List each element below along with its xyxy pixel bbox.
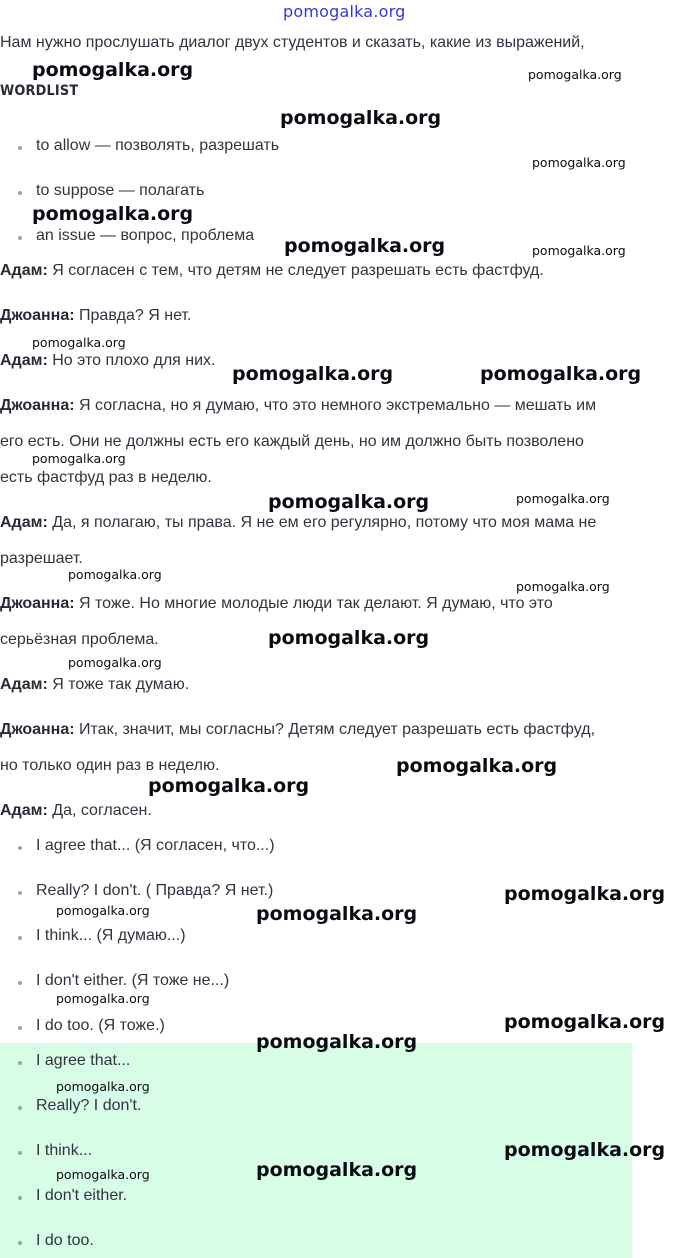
watermark: pomogalka.org <box>280 107 442 129</box>
speaker-name: Адам <box>0 262 43 279</box>
watermark: pomogalka.org <box>56 1167 150 1182</box>
bullet-icon <box>18 1196 22 1200</box>
watermark: pomogalka.org <box>504 1139 666 1161</box>
watermark: pomogalka.org <box>504 1011 666 1033</box>
phrase-item: I agree that... (Я согласен, что...) <box>36 837 275 854</box>
bullet-icon <box>18 1026 22 1030</box>
answer-item: I do too. <box>36 1232 94 1249</box>
dialogue-text: Правда? Я нет. <box>79 307 192 324</box>
watermark: pomogalka.org <box>532 243 626 258</box>
bullet-icon <box>18 236 22 240</box>
dialogue-text: но только один раз в неделю. <box>0 757 220 774</box>
watermark: pomogalka.org <box>32 335 126 350</box>
watermark: pomogalka.org <box>32 451 126 466</box>
wordlist-item: to suppose — полагать <box>36 182 205 199</box>
speaker-name: Адам <box>0 676 43 693</box>
watermark: pomogalka.org <box>148 775 310 797</box>
bullet-icon <box>18 846 22 850</box>
bullet-icon <box>18 936 22 940</box>
watermark: pomogalka.org <box>32 59 194 81</box>
dialogue-line: Джоанна: Итак, значит, мы согласны? Детям следует разрешать есть фастфуд, <box>0 721 596 738</box>
dialogue-text: Я согласна, но я думаю, что это немного экстремально — мешать им <box>79 397 597 414</box>
speaker-name: Адам <box>0 352 43 369</box>
dialogue-text: серьёзная проблема. <box>0 631 159 648</box>
phrase-item: Really? I don't. ( Правда? Я нет.) <box>36 882 274 899</box>
watermark: pomogalka.org <box>532 155 626 170</box>
watermark: pomogalka.org <box>268 627 430 649</box>
bullet-icon <box>18 891 22 895</box>
intro-text: Нам нужно прослушать диалог двух студентов и сказать, какие из выражений, <box>0 34 585 51</box>
wordlist-item: an issue — вопрос, проблема <box>36 227 255 244</box>
answer-item: Really? I don't. <box>36 1097 142 1114</box>
speaker-name: Джоанна <box>0 397 70 414</box>
watermark: pomogalka.org <box>32 203 194 225</box>
bullet-icon <box>18 1241 22 1245</box>
watermark: pomogalka.org <box>56 903 150 918</box>
dialogue-text: его есть. Они не должны есть его каждый день, но им должно быть позволено <box>0 433 584 450</box>
watermark: pomogalka.org <box>284 235 446 257</box>
watermark: pomogalka.org <box>528 67 622 82</box>
dialogue-text: Но это плохо для них. <box>52 352 216 369</box>
dialogue-line: Джоанна: Правда? Я нет. <box>0 307 192 324</box>
speaker-name: Джоанна <box>0 595 70 612</box>
watermark: pomogalka.org <box>516 491 610 506</box>
bullet-icon <box>18 146 22 150</box>
bullet-icon <box>18 1061 22 1065</box>
watermark: pomogalka.org <box>232 363 394 385</box>
dialogue-text: Я тоже так думаю. <box>52 676 190 693</box>
phrase-item: I think... (Я думаю...) <box>36 927 186 944</box>
bullet-icon <box>18 1106 22 1110</box>
dialogue-line: Адам: Но это плохо для них. <box>0 352 216 369</box>
answer-item: I don't either. <box>36 1187 128 1204</box>
watermark: pomogalka.org <box>480 363 642 385</box>
watermark: pomogalka.org <box>256 1159 418 1181</box>
watermark: pomogalka.org <box>268 491 430 513</box>
watermark: pomogalka.org <box>396 755 558 777</box>
answer-item: I agree that... <box>36 1052 131 1069</box>
dialogue-text: Да, я полагаю, ты права. Я не ем его регулярно, потому что моя мама не <box>52 514 597 531</box>
dialogue-text: Я согласен с тем, что детям не следует разрешать есть фастфуд. <box>52 262 544 279</box>
wordlist-heading: WORDLIST <box>0 83 79 99</box>
dialogue-text: Да, согласен. <box>52 802 152 819</box>
dialogue-line: Адам: Да, я полагаю, ты права. Я не ем его регулярно, потому что моя мама не <box>0 514 597 531</box>
speaker-name: Адам <box>0 802 43 819</box>
dialogue-line: Джоанна: Я согласна, но я думаю, что это немного экстремально — мешать им <box>0 397 597 414</box>
watermark: pomogalka.org <box>516 579 610 594</box>
bullet-icon <box>18 1151 22 1155</box>
speaker-name: Адам <box>0 514 43 531</box>
watermark: pomogalka.org <box>56 1079 150 1094</box>
dialogue-text: Я тоже. Но многие молодые люди так делают. Я думаю, что это <box>79 595 553 612</box>
dialogue-line: Адам: Да, согласен. <box>0 802 152 819</box>
watermark: pomogalka.org <box>56 991 150 1006</box>
dialogue-line: Адам: Я согласен с тем, что детям не следует разрешать есть фастфуд. <box>0 262 544 279</box>
phrase-item: I don't either. (Я тоже не...) <box>36 972 230 989</box>
speaker-name: Джоанна <box>0 721 70 738</box>
watermark-top: pomogalka.org <box>283 2 406 21</box>
bullet-icon <box>18 191 22 195</box>
watermark: pomogalka.org <box>256 1031 418 1053</box>
dialogue-text: разрешает. <box>0 550 83 567</box>
dialogue-text: Итак, значит, мы согласны? Детям следует разрешать есть фастфуд, <box>79 721 596 738</box>
dialogue-line: Адам: Я тоже так думаю. <box>0 676 190 693</box>
speaker-name: Джоанна <box>0 307 70 324</box>
watermark: pomogalka.org <box>256 903 418 925</box>
phrase-item: I do too. (Я тоже.) <box>36 1017 165 1034</box>
dialogue-text: есть фастфуд раз в неделю. <box>0 469 212 486</box>
dialogue-line: Джоанна: Я тоже. Но многие молодые люди так делают. Я думаю, что это <box>0 595 553 612</box>
watermark: pomogalka.org <box>68 655 162 670</box>
wordlist-item: to allow — позволять, разрешать <box>36 137 280 154</box>
answer-item: I think... <box>36 1142 93 1159</box>
watermark: pomogalka.org <box>68 567 162 582</box>
watermark: pomogalka.org <box>504 883 666 905</box>
bullet-icon <box>18 981 22 985</box>
